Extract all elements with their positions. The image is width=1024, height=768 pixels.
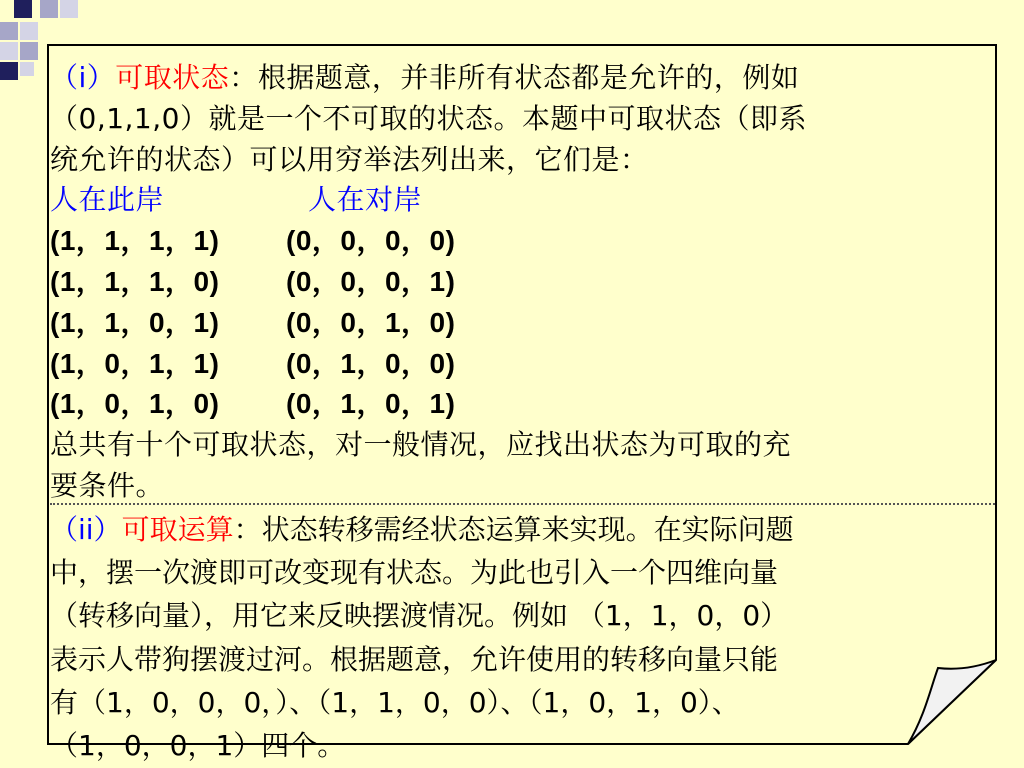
section1-line2: （0,1,1,0）就是一个不可取的状态。本题中可取状态（即系 (50, 101, 807, 135)
state-left: (1，1，1，1) (50, 225, 220, 257)
state-left: (1，1，0，1) (50, 306, 220, 338)
state-row (50, 384, 950, 425)
section2-label-prefix: （ii） (50, 513, 122, 546)
section2-line1-text: 状态转移需经状态运算来实现。在实际问题 (261, 513, 794, 546)
column-headers (50, 180, 950, 221)
header-this-bank: 人在此岸 (50, 183, 165, 217)
section1-line3: 统允许的状态）可以用穷举法列出来，它们是： (50, 142, 649, 176)
state-left: (1，1，1，0) (50, 265, 220, 297)
state-left: (1，0，1，0) (50, 388, 220, 420)
state-row (50, 344, 950, 385)
dotted-divider (50, 503, 995, 505)
state-right: (0，0，1，0) (286, 306, 456, 338)
section2-line4: 表示人带狗摆渡过河。根据题意，允许使用的转移向量只能 (50, 642, 779, 676)
section1-line1-text: 根据题意，并非所有状态都是允许的，例如 (257, 61, 800, 94)
state-row (50, 221, 950, 262)
section1-label-prefix: （i） (50, 61, 116, 94)
section2-line2: 中，摆一次渡即可改变现有状态。为此也引入一个四维向量 (50, 556, 779, 590)
summary-line2: 要条件。 (50, 468, 165, 502)
section2-line1 (50, 508, 960, 551)
section2-label-colon: ： (233, 513, 262, 546)
section2-line6: （1，0，0，1）四个。 (50, 728, 346, 762)
section2-line5: 有（1，0，0，0，）、（1，1，0，0）、（1，0，1，0）、 (50, 685, 740, 719)
header-other-bank: 人在对岸 (308, 183, 423, 217)
section-feasible-states (50, 58, 950, 507)
state-right: (0，1，0，1) (286, 388, 456, 420)
summary-line1: 总共有十个可取状态，对一般情况，应找出状态为可取的充 (50, 428, 792, 462)
section2-label: 可取运算 (121, 513, 234, 546)
state-right: (0，0，0，0) (286, 225, 456, 257)
state-row (50, 262, 950, 303)
section2-line3: （转移向量），用它来反映摆渡情况。例如 （1，1，0，0） (50, 599, 789, 633)
section1-label: 可取状态 (115, 61, 230, 94)
section1-line1 (50, 58, 950, 99)
section1-label-colon: ： (229, 61, 258, 94)
state-right: (0，0，0，1) (286, 265, 456, 297)
state-left: (1，0，1，1) (50, 347, 220, 379)
state-right: (0，1，0，0) (286, 347, 456, 379)
state-row (50, 303, 950, 344)
section-feasible-operations (50, 508, 960, 767)
